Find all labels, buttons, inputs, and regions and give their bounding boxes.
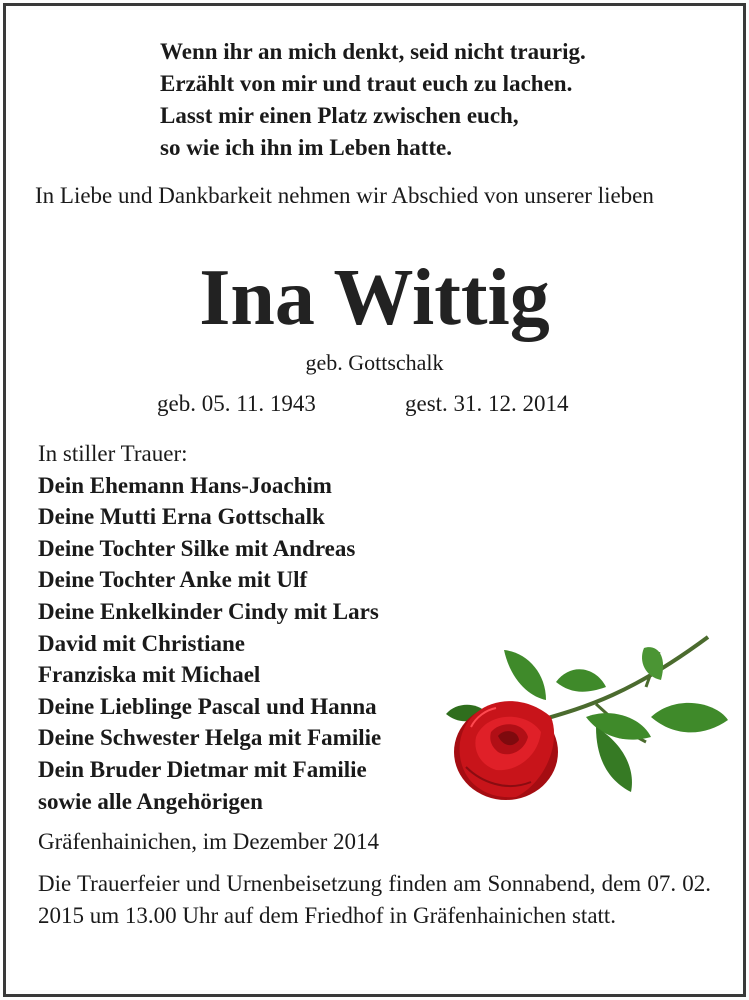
place-and-date: Gräfenhainichen, im Dezember 2014 <box>38 829 380 854</box>
mourner: Deine Tochter Silke mit Andreas <box>38 535 356 561</box>
death-date: gest. 31. 12. 2014 <box>405 391 569 416</box>
poem-line: Wenn ihr an mich denkt, seid nicht traurig. <box>160 39 586 64</box>
funeral-notice: Die Trauerfeier und Urnenbeisetzung finden am Sonnabend, dem 07. 02. 2015 um 13.00 Uhr auf dem Friedhof in Gräfenhainichen statt. <box>38 871 711 928</box>
mourner: Deine Lieblinge Pascal und Hanna <box>38 693 377 719</box>
mourner: Franziska mit Michael <box>38 662 261 688</box>
mourner: Deine Mutti Erna Gottschalk <box>38 504 325 530</box>
birth-date: geb. 05. 11. 1943 <box>157 391 316 416</box>
poem-line: Erzählt von mir und traut euch zu lachen. <box>160 71 573 96</box>
poem-line: so wie ich ihn im Leben hatte. <box>160 135 452 160</box>
mourners-list <box>38 438 381 817</box>
red-rose-icon <box>446 632 730 804</box>
mourner: Deine Schwester Helga mit Familie <box>38 725 382 751</box>
mourner: David mit Christiane <box>38 630 245 656</box>
intro-text: In Liebe und Dankbarkeit nehmen wir Abschied von unserer lieben <box>35 183 654 208</box>
life-dates <box>157 389 569 419</box>
poem <box>160 36 586 164</box>
maiden-name: geb. Gottschalk <box>305 350 444 375</box>
mourners-lead: In stiller Trauer: <box>38 441 188 466</box>
mourner: Deine Enkelkinder Cindy mit Lars <box>38 598 379 624</box>
mourner: Dein Ehemann Hans-Joachim <box>38 472 332 498</box>
deceased-name: Ina Wittig <box>199 254 550 342</box>
mourner: Dein Bruder Dietmar mit Familie <box>38 756 367 782</box>
poem-line: Lasst mir einen Platz zwischen euch, <box>160 103 519 128</box>
mourner: sowie alle Angehörigen <box>38 788 263 814</box>
mourner: Deine Tochter Anke mit Ulf <box>38 567 308 593</box>
